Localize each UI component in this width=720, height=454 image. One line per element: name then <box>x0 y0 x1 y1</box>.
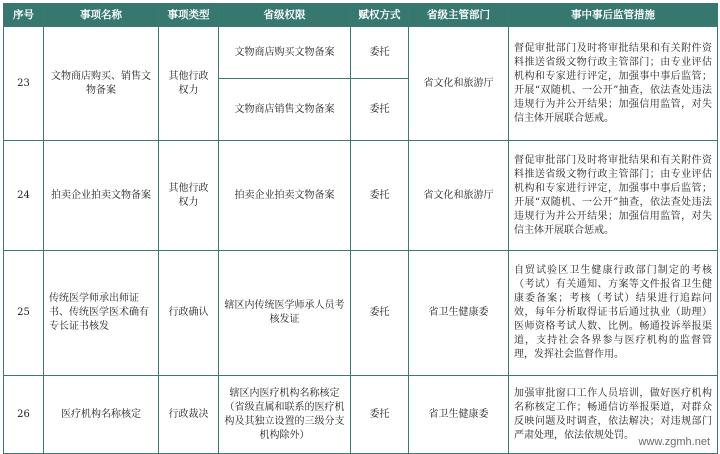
header-row <box>4 4 718 27</box>
item-type: 其他行政权力 <box>159 141 219 251</box>
row-number: 26 <box>4 376 44 454</box>
header-method: 赋权方式 <box>351 4 409 27</box>
header-dept: 省级主管部门 <box>409 4 509 27</box>
supervision-table <box>3 3 718 454</box>
row-number: 25 <box>4 251 44 376</box>
supervision-measures: 自贸试验区卫生健康行政部门制定的考核（考试）有关通知、方案等文件报省卫生健康委备案；考核（考试）结果进行追踪问效，每年分析取得证书后通过执业（助理）医师资格考试人数、比例。畅通投诉举报渠道，支持社会各界参与医疗机构的监督管理，发挥社会监督作用。 <box>509 251 718 376</box>
header-type: 事项类型 <box>159 4 219 27</box>
supervision-measures: 加强审批窗口工作人员培训，做好医疗机构名称核定工作；畅通信访举报渠道，对群众反映问题及时调查，依法解决；对违规部门严肃处理，依法依规处罚。 <box>509 376 718 454</box>
department: 省卫生健康委 <box>409 376 509 454</box>
row-number: 23 <box>4 27 44 141</box>
provincial-power: 文物商店购买文物备案 <box>219 27 351 79</box>
item-type: 行政裁决 <box>159 376 219 454</box>
supervision-measures: 督促审批部门及时将审批结果和有关附件资料推送省级文物行政主管部门；由专业评估机构和专家进行评定，加强事中事后监管；开展“双随机、一公开”抽查，依法查处违法违规行为并公开结果；加强信用监管，对失信主体开展联合惩戒。 <box>509 27 718 141</box>
item-type: 行政确认 <box>159 251 219 376</box>
authorization-method: 委托 <box>351 79 409 141</box>
department: 省文化和旅游厅 <box>409 27 509 141</box>
department: 省卫生健康委 <box>409 251 509 376</box>
row-number: 24 <box>4 141 44 251</box>
authorization-method: 委托 <box>351 27 409 79</box>
department: 省文化和旅游厅 <box>409 141 509 251</box>
item-type: 其他行政权力 <box>159 27 219 141</box>
header-power: 省级权限 <box>219 4 351 27</box>
provincial-power: 拍卖企业拍卖文物备案 <box>219 141 351 251</box>
item-name: 文物商店购买、销售文物备案 <box>44 27 159 141</box>
provincial-power: 辖区内医疗机构名称核定（省级直属和联系的医疗机构及其独立设置的三级分支机构除外） <box>219 376 351 454</box>
supervision-measures: 督促审批部门及时将审批结果和有关附件资料推送省级文物行政主管部门；由专业评估机构和专家进行评定，加强事中事后监管；开展“双随机、一公开”抽查，依法查处违法违规行为并公开结果；加强信用监管，对失信主体开展联合惩戒。 <box>509 141 718 251</box>
authorization-method: 委托 <box>351 376 409 454</box>
table-row <box>4 141 718 251</box>
table-row <box>4 376 718 454</box>
provincial-power: 文物商店销售文物备案 <box>219 79 351 141</box>
item-name: 医疗机构名称核定 <box>44 376 159 454</box>
item-name: 传统医学师承出师证书、传统医学医术确有专长证书核发 <box>44 251 159 376</box>
header-name: 事项名称 <box>44 4 159 27</box>
authorization-method: 委托 <box>351 251 409 376</box>
item-name: 拍卖企业拍卖文物备案 <box>44 141 159 251</box>
header-measures: 事中事后监管措施 <box>509 4 718 27</box>
header-no: 序号 <box>4 4 44 27</box>
authorization-method: 委托 <box>351 141 409 251</box>
table-row <box>4 251 718 376</box>
provincial-power: 辖区内传统医学师承人员考核发证 <box>219 251 351 376</box>
watermark-text: www.zgmh.net <box>638 436 710 448</box>
table-row <box>4 27 718 79</box>
